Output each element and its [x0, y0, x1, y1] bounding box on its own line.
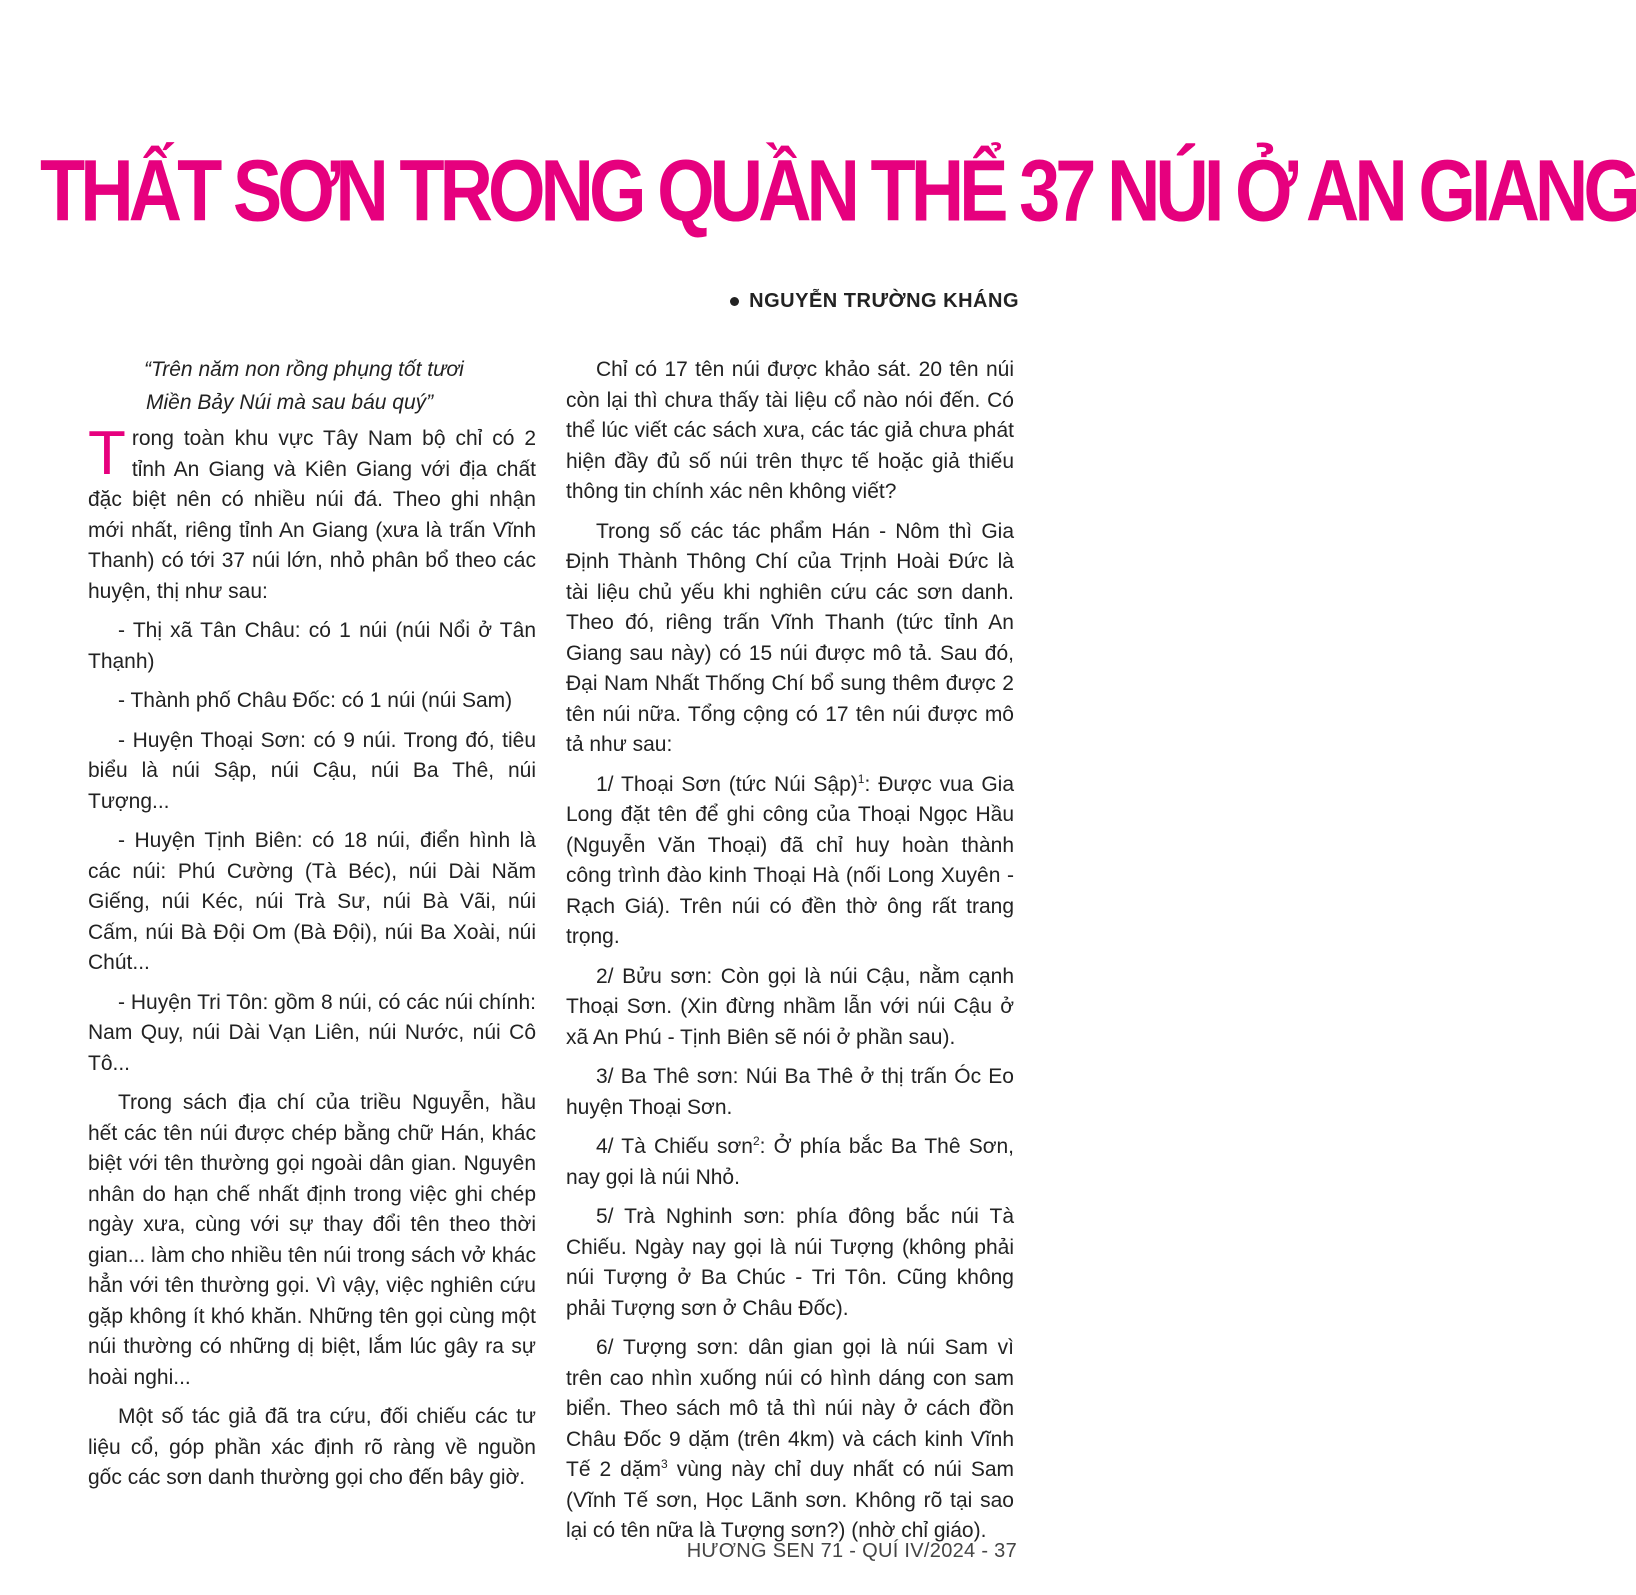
author-name: NGUYỄN TRƯỜNG KHÁNG — [749, 290, 1019, 312]
list-item: - Huyện Tịnh Biên: có 18 núi, điển hình là các núi: Phú Cường (Tà Béc), núi Dài Năm Giếng, núi Kéc, núi Trà Sư, núi Bà Vãi, núi Cấm, núi Bà Đội Om (Bà Đội), núi Ba Xoài, núi Chút... — [88, 829, 536, 974]
bullet-icon — [730, 297, 739, 306]
intro-text: rong toàn khu vực Tây Nam bộ chỉ có 2 tỉnh An Giang và Kiên Giang với địa chất đặc biệt nên có nhiều núi đá. Theo ghi nhận mới nhất, riêng tỉnh An Giang (xưa là trấn Vĩnh Thanh) có tới 37 núi lớn, nhỏ phân bổ theo các huyện, thị như sau: — [88, 427, 536, 603]
list-item: - Thị xã Tân Châu: có 1 núi (núi Nổi ở Tân Thạnh) — [88, 619, 536, 673]
list-item: - Huyện Thoại Sơn: có 9 núi. Trong đó, tiêu biểu là núi Sập, núi Cậu, núi Ba Thê, núi Tượng... — [88, 728, 536, 813]
list-item: - Thành phố Châu Đốc: có 1 núi (núi Sam) — [118, 689, 513, 712]
list-item: - Huyện Tri Tôn: gồm 8 núi, có các núi chính: Nam Quy, núi Dài Vạn Liên, núi Nước, núi Cô Tô... — [88, 990, 536, 1075]
intro-paragraph — [88, 419, 536, 607]
author-byline — [730, 290, 1019, 313]
mountain-item-3: 3/ Ba Thê sơn: Núi Ba Thê ở thị trấn Óc Eo huyện Thoại Sơn. — [566, 1065, 1014, 1119]
article-title: THẤT SƠN TRONG QUẦN THỂ 37 NÚI Ở AN GIANG — [40, 141, 1636, 240]
page-footer: HƯƠNG SEN 71 - QUÍ IV/2024 - 37 — [686, 1540, 1017, 1562]
drop-cap: T — [88, 419, 126, 488]
poem-line-1: “Trên năm non rồng phụng tốt tươi — [144, 358, 464, 381]
footnote-ref: 1 — [857, 771, 865, 786]
left-column — [88, 355, 536, 1503]
body-paragraph: Trong sách địa chí của triều Nguyễn, hầu hết các tên núi được chép bằng chữ Hán, khác biệt với tên thường gọi ngoài dân gian. Nguyên nhân do hạn chế nhất định trong việc ghi chép ngày xưa, cùng với sự thay đổi tên theo thời gian... làm cho nhiều tên núi trong sách vở khác hẳn với tên thường gọi. Vì vậy, việc nghiên cứu gặp không ít khó khăn. Những tên gọi cùng một núi thường có những dị biệt, lắm lúc gây ra sự hoài nghi... — [88, 1091, 536, 1389]
mountain-item-1: 1/ Thoại Sơn (tức Núi Sập)$^1$: Được vua Gia Long đặt tên để ghi công của Thoại Ngọc Hầu (Nguyễn Văn Thoại) đã chỉ huy hoàn thành công trình đào kinh Thoại Hà (nối Long Xuyên - Rạch Giá). Trên núi có đền thờ ông rất trang trọng. — [566, 771, 1014, 948]
footnote-ref: 2 — [752, 1134, 760, 1148]
footnote-ref: 3 — [661, 1457, 668, 1471]
body-paragraph: Chỉ có 17 tên núi được khảo sát. 20 tên núi còn lại thì chưa thấy tài liệu cổ nào nói đến. Có thể lúc viết các sách xưa, các tác giả chưa phát hiện đầy đủ số núi trên thực tế hoặc giả thiếu thông tin chính xác nên không viết? — [566, 358, 1014, 503]
mountain-item-2: 2/ Bửu sơn: Còn gọi là núi Cậu, nằm cạnh Thoại Sơn. (Xin đừng nhầm lẫn với núi Cậu ở xã An Phú - Tịnh Biên sẽ nói ở phần sau). — [566, 964, 1014, 1049]
mountain-item-4: 4/ Tà Chiếu sơn$^2$: Ở phía bắc Ba Thê Sơn, nay gọi là núi Nhỏ. — [566, 1134, 1014, 1189]
body-paragraph: Trong số các tác phẩm Hán - Nôm thì Gia Định Thành Thông Chí của Trịnh Hoài Đức là tài liệu chủ yếu khi nghiên cứu các sơn danh. Theo đó, riêng trấn Vĩnh Thanh (tức tỉnh An Giang sau này) có 15 núi được mô tả. Sau đó, Đại Nam Nhất Thống Chí bổ sung thêm được 2 tên núi nữa. Tổng cộng có 17 tên núi được mô tả như sau: — [566, 519, 1014, 756]
epigraph-poem — [88, 355, 536, 418]
right-column — [566, 355, 1014, 1556]
poem-line-2: Miền Bảy Núi mà sau báu quý” — [146, 390, 434, 414]
mountain-item-6: 6/ Tượng sơn: dân gian gọi là núi Sam vì trên cao nhìn xuống núi có hình dáng con sam biển. Theo sách mô tả thì núi này ở cách đồn Châu Đốc 9 dặm (trên 4km) và cách kinh Vĩnh Tế 2 dặm$^3$ vùng này chỉ duy nhất có núi Sam (Vĩnh Tế sơn, Học Lãnh sơn. Không rõ tại sao lại có tên nữa là Tượng sơn?) (nhờ chỉ giáo). — [566, 1336, 1014, 1542]
mountain-item-5: 5/ Trà Nghinh sơn: phía đông bắc núi Tà Chiếu. Ngày nay gọi là núi Tượng (không phải núi Tượng ở Ba Chúc - Tri Tôn. Cũng không phải Tượng sơn ở Châu Đốc). — [566, 1205, 1014, 1320]
body-paragraph: Một số tác giả đã tra cứu, đối chiếu các tư liệu cổ, góp phần xác định rõ ràng về nguồn gốc các sơn danh thường gọi cho đến bây giờ. — [88, 1405, 536, 1489]
